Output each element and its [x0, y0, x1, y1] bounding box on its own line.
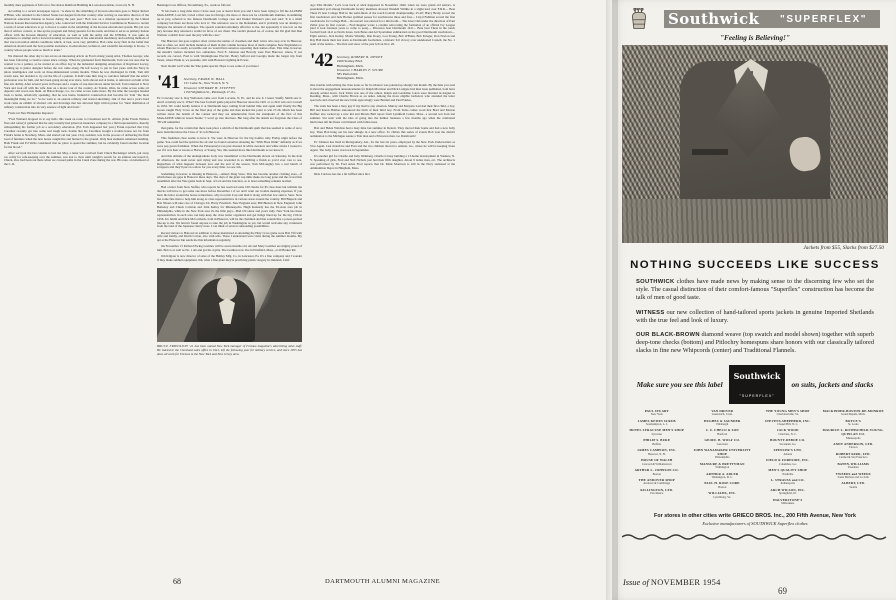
store-column — [692, 410, 754, 509]
paragraph: Had a letter from Stew Steffes, who reports he has resolved some 100 checks for $5 class dues but reminds me that he will have to get some one more before December 1 if we don't want our trouble meeting expenses. If you have his letter around the house somewhere, why not pick it up and mail it along with that low sum to Stew. Stew has some fine men to help him along as class representatives in various areas around the country. Bill Bispeck and Bob Niners will take care of Chicago; Dr. Harry Friedrich. New England area; Bill Buxton in New England; John Berkeley and Chuck Carlston and John Kelley for Minneapolis. Hugh Kennedy has the Tri-state area job in Philadelphia, while in the New York area it's the little guys—Bud O'Connor and yours truly. New York has these representatives in each area can help keep the class better organized and get things lined up for the big 15th in 1956. Ive Smith and Dick McCormack, both in Hanover, will be the chairmen and that sounds like a power-packed line-up to me. We haven't found anyone to take the job in Washington as yet, but would welcome any volunteers from the land of the Japanese cherry trees. I can think of several outstanding possibilities. — [157, 185, 302, 229]
class-officers — [184, 75, 236, 94]
wavy-rule — [622, 533, 888, 540]
left-page-columns — [4, 4, 604, 556]
store-city: Nashville — [782, 471, 794, 476]
store-name: VAN DRIVER — [711, 408, 734, 413]
store-city: New York — [650, 412, 663, 417]
store-column — [823, 410, 885, 509]
ad-paragraph-body: our new collection of hand-tailored sports jackets in genuine Imported Shetlands with the true feel and look of luxury. — [636, 308, 874, 324]
store-city: Carmel & San Francisco — [839, 455, 868, 460]
store-city: Philadelphia — [715, 455, 730, 460]
store-column — [757, 410, 819, 509]
store-name: JACK WOOD — [776, 428, 799, 433]
store-city: Concord & Williamstown — [641, 461, 672, 466]
brand-sub: "SUPERFLEX" — [780, 14, 868, 25]
secretary-address: 151 Cedar St., New York 6, N. Y. — [183, 81, 229, 86]
store-column — [626, 410, 688, 509]
store-name: MAURICE L. ROTHSCHILD-YOUNG-QUINLAN CO. — [822, 428, 884, 436]
store-city: Buffalo — [652, 441, 662, 446]
treasurer-address-2: Birmingham, Mich. — [336, 76, 364, 81]
class-heading-41 — [157, 72, 302, 95]
article-photo — [157, 268, 302, 342]
ad-photo-foreground — [622, 199, 888, 243]
store-footer-secondary: Exclusive manufacturers of SOUTHWICK Superflex clothes — [702, 520, 808, 526]
paragraph: Next month we'll write the Yale game special. Hope to see some of you there! — [161, 64, 259, 69]
store-name: MACKINDER-BOSTON-DE-MONROE — [822, 408, 884, 413]
treasurer-address: 1150 Wightman St., Pittsburgh 17, Pa. — [183, 90, 236, 95]
store-entry — [757, 499, 819, 506]
ad-masthead — [622, 6, 888, 30]
store-name: ARCH WILSON, INC. — [770, 487, 806, 492]
store-city: Seattle — [849, 485, 858, 490]
ad-paragraph-lead: SOUTHWICK — [636, 279, 675, 285]
store-city: Lynchburg, Va. — [713, 494, 732, 499]
paragraph: "It has been a long time since I have seen you or heard from you and I have been trying to fill the ALUMNI MAGAZINE. Last fall, I tried a libel case in Chicago, the more or more not be a Dartmouth alumnus, in summing up in jury, referred to the famous Dartmouth College case and Daniel Webster's plea and said: 'It is a small company but there are those who love it.' The reference was to the Defendant, and it probably was an attempt to mitigate the amount of damages. The speech sounded extremely effective to me, but apparently it was lost on the jury because they returned a verdict in favor of our client. The verdict pleased us, of course, but I'm glad that Dan Webster couldn't have seen the jury with the case." — [157, 9, 302, 37]
paragraph: Ago This Month." Let's look back at what happened in November 1940, when we were grand old seniors. A presidential poll among Dartmouth faculty members showed Wendell Willkie in a slight lead over F.D.R.... Beta Theta Pi beat College Hall in the semi-finals of the touch football championship, 25-20; Harry Brady scored the first touchdown and Jack Horner grabbed passes for touchdowns three and four.... Lloyd Fultman scored the first touchdowns for College Hall.... Roosevelt was elected for a third term.... The Glee Club under the direction of Paul Zeller gave its first concert.... Fred Regnier wrote a column advocating the formation of an official Ivy League (and it took fourteen years to come to pass).... Princeton beat Dartmouth 19-0.... Beta beat Theta in the touch football bash 14-6 as Norm Jones, Jack Bates and Art Sportsmen exhilarated on the good Dartmouth touchdown.... Eight seniors, Jack Keiley, Monte Winship, Dan Doery, Lou Young, Bob O'Brien, Bob Krieger, Don Norton and Ray Hall made their last starts as Dartmouth footballers, a historic 9-0 victory over undefeated Cornell, the No. 1 team of the nation.... The first real snow of the year fell on Nov. 26. — [310, 3, 455, 47]
store-city: Pasadena — [847, 465, 859, 470]
paragraph: From our New Hampshire Reporter: — [8, 111, 54, 116]
store-entry — [823, 420, 885, 427]
ad-paragraph — [636, 331, 874, 356]
store-city: Boston — [718, 485, 727, 490]
treasurer-name: STEWART H. STUFFEY — [198, 85, 236, 90]
store-entry — [823, 482, 885, 489]
store-city: Syracuse — [651, 432, 662, 436]
paragraph: Something, however, is missing in Hanover,—Allen's Drug Store. This has become another clothing store—if which there are gaps in Hanover these days. The days of the giant cup milk shake are long gone and the crowd that assembled after the Yale game back in Sept. of Leb and the Junction, so at least something remains normal. — [157, 171, 302, 184]
store-name: JOHN WANAMAKER UNIVERSITY SHOP — [693, 448, 751, 456]
store-name: L. STRAUSS and CO. — [770, 477, 805, 482]
store-entry — [692, 463, 754, 470]
store-list — [626, 410, 884, 509]
store-entry — [626, 459, 688, 466]
paragraph: The stork has been a busy guy if my mail is any criterion. Murray and Marjorie Latt had their first child, a boy. Bill and Karen Holmes announced the birth of their third boy. From Tulsa comes word that Brad and Marion Ruffner also racked up a new kid and Mersia Bull report from Lynnfield Center, Mass., a second son born last summer. Sid went with the idea of going into the lumber business a few months ago when the celebrated hurricanes left his finest card littered with fallen trees. — [310, 104, 455, 125]
store-name: HOTEL SYRACUSE MEN'S SHOP — [629, 428, 684, 433]
store-entry — [626, 410, 688, 417]
photo-caption — [157, 344, 302, 356]
store-name: BATEN-WILLIAMS — [837, 461, 870, 466]
class-heading-42 — [310, 49, 455, 81]
store-city: Minneapolis — [846, 435, 861, 440]
store-city: Hartford — [717, 432, 728, 436]
label-line-right: on suits, jackets and slacks — [791, 379, 874, 389]
store-entry — [757, 439, 819, 446]
store-city: Columbus, Ga. — [779, 461, 797, 466]
paragraph: that game, for the certain that there took place a rebirth of the Dartmouth spirit that has seemed to some of us to have dwindled since the Class of '41 left Hanover. — [157, 125, 302, 134]
store-name: SPENCER'S LTD. — [773, 448, 802, 453]
paragraph: Dick Cardoso has me a bit baffled since his l — [314, 171, 371, 176]
store-name: HOUSE OF WALSH — [641, 458, 673, 463]
ad-model-pocket — [692, 149, 728, 155]
store-entry — [757, 420, 819, 427]
store-entry — [823, 429, 885, 439]
store-entry — [757, 410, 819, 417]
store-name: BOUNTY-DEBOE CO. — [770, 438, 806, 443]
store-name: JAMES CAMPION, INC. — [637, 448, 677, 453]
paragraph: Jim Kilgour is now director of sales of the Hubley Mfg. Co. in Lancaster, Pa. It's a fine company and I wonder if they make subhuli equipment, tbh, what a fine plant they're practicing plastic surgery in Oakland, Calif. — [157, 254, 302, 263]
store-entry — [626, 469, 688, 476]
store-city: Wilmington — [715, 465, 730, 470]
store-entry — [626, 429, 688, 436]
store-entry — [692, 492, 754, 499]
label-brand-name: Southwick — [733, 370, 781, 381]
issue-date: NOVEMBER 1954 — [650, 578, 721, 587]
page-number-left: 68 — [173, 577, 181, 586]
paragraph: According to a recent newspaper report, "A share in the rebuilding of Korean education goes to Major Robert O'Brien, who returned to the United States last August from that country after serving as executive director of the American education mission in Korea during the past year." Bob was on a mission sponsored by the United Nations Korean Reconstruction Agency, who contracted with the Unitarian Service Committee in Boston to recruit a team of seven educators to go to Korea to assist in the rebuilding of the Korean educational system. His job was that of advisor contact, to line up the program and living quarters for the team, and then to serve as primary liaison officer with the Korean ministry of education, as well as with the Army and the UNKRA. It was quite an experience to attempt such a forward-looking reconstruction of the educational machinery and teaching methods of that war-torn nation amidst conditions which, at best, were very primitive. Bob came away firm in the belief that American should send the best possible assistance, in educational, technical, and scientific knowledge to Korea, "a country whose people want so much to learn." — [4, 9, 149, 53]
store-name: HALVERSTONE'S — [773, 497, 803, 502]
secretary-role: Secretary, — [183, 77, 198, 82]
page-gutter — [606, 0, 618, 600]
store-name: ARTHUR A. ADLER — [706, 471, 739, 476]
paragraph: One trouble with writing the class notes so far in advance was pointed up sharply last month. By the time you read it about the engagement announcements for Ralph Morrison and Dick Ludgate had then been published, both have already settled down. Jack Tobin was one of the others. Ralph and Geraldine Caren were married in August in Reading, Mass., with Charlie Brown as an usher. Among the more eligible bachelors who attended the latter spectacle and observed the new bride approvingly were Bartlett and Paul Fairies. — [310, 82, 455, 103]
store-entry — [692, 410, 754, 417]
secretary-name: ROBERT B. DEWEY — [351, 54, 383, 59]
ad-paragraph-body: diamond weave (top swatch and model shown) together with superb deep-tone checks (bottom) and Pitlochry homespuns share honors with our classically tailored slacks in fine new Whipcords (center) and Traditional Flannels. — [636, 331, 874, 355]
store-footer: For stores in other cities write GRIECO BROS. Inc., 200 Fifth Avenue, New York — [654, 512, 856, 519]
store-city: Indianapolis — [780, 481, 795, 486]
store-city: Chapel Hill, N. C. — [777, 422, 799, 427]
secretary-name: FRANK W. HALL — [198, 77, 225, 82]
store-name: ROBERT KIRK, LTD. — [835, 451, 871, 456]
ad-price-caption: Jackets from $55, Slacks from $27.50 — [803, 245, 884, 251]
paragraph: It's another girl for Charlie and Judy Weinberg. Charlie is busy building a 13-home development in Yonkers, N. Y. Speaking of girls, Fred and Nell Nichols just had their fifth daughter. About 9 ladies man, etc. The architects was performed by Dr. Fred Arten Fred reports that Dr. Mark Morrison is still in the Navy stationed at the Ammunition Depot in Hingham, Mass. — [310, 154, 455, 170]
paragraph: "Fred Wieland dropped in to say hello this week en route to Claremont and St. Albans (John Fonda Wallace fires and center) I gathered that he only recently had joined an insurance company in a field representative, thereby relinquishing his former job as a secondary education. (Ed. Tom happened last year.) Frank reported that Clay Caraduer recently got into some real tough luck. Seems that the Carolinas bought a trouble house not far from Frank's home at Newbury, Mass. and started out last year. Clay, resident, was in the process of delivering the final load of furniture when the new house caught fire and burned to the ground. Only heat elements remained standing. Both Frank and Ed Wells considered that no place to spend the summer, but he evidently found another location for his brood." — [4, 117, 149, 149]
store-name: JAMES KEWIN SCRUB — [637, 418, 676, 423]
class-year: '42 — [310, 49, 333, 71]
store-city: Charlottesville, Va. — [776, 412, 799, 417]
store-name: ALBERT, LTD. — [841, 481, 866, 486]
store-city: Boston — [652, 471, 661, 476]
secretary-address-1: 1969 Stanley Blvd. — [336, 59, 363, 64]
ad-headline: NOTHING SUCCEEDS LIKE SUCCESS — [630, 259, 880, 271]
store-entry — [823, 443, 885, 450]
golf-bag-icon — [624, 8, 654, 30]
store-name: FIELD & FORESIDE, INC. — [766, 458, 810, 463]
store-name: MEN'S QUALITY SHOP — [768, 467, 808, 472]
store-city: Andover & Cambridge — [643, 481, 671, 486]
issue-prefix: Issue of — [623, 578, 651, 587]
store-city: Hanover, N. H. — [647, 451, 666, 456]
store-entry — [757, 469, 819, 476]
store-city: Washington, D. C. — [711, 475, 733, 480]
photo-caption-name: BRUCE FRIEDLICH '41 — [157, 344, 194, 349]
store-entry — [626, 449, 688, 456]
class-year: '41 — [157, 72, 180, 94]
store-name: ANDY ANDERSON, LTD. — [833, 441, 874, 446]
paragraph: This freshman class seems to have it. We were in Hanover for the big bonfire rally Friday night before the game. You could feel the spirit in the air and we found ourselves shouting the "With Hose Wahn" defiantly as if we were pep green freshmen. When the Palaeopteryx ran past dressed in white sweaters and white slacks I looked to see if it was Ken or Green or Harvey or Young. Yes, this seemed more like Dartmouth as we know it. — [157, 135, 302, 152]
column-3 — [310, 4, 455, 556]
store-city: Tucson — [849, 445, 858, 450]
photo-caption-text: has been named New York manager of Fortune magazine's advertising sales staff. He started in the Cleveland sales office in 1941, left the following year for military service, and since 1955 has done all work for Fortune in the New York and New Jersey area. — [157, 344, 302, 357]
store-entry — [823, 453, 885, 460]
class-officers — [337, 53, 384, 81]
store-city: Southampton, L. I. — [645, 422, 668, 427]
paragraph: Bob and Helen Waldron had a busy time last summer in Detroit. They moved their home and had a new baby boy. Then Bob hung out his new shingle in a new office. To climax this series of events Bob won the district nomination to the Michigan senate a Yale man and a Princeton man. Go Dartmouth! — [310, 126, 455, 138]
secretary-role: Secretary, — [336, 54, 351, 59]
secretary-address-2: Birmingham, Mich. — [336, 63, 364, 68]
store-name: HUGHES & SAUNDER — [704, 418, 741, 423]
store-name: PAUL STUART — [644, 408, 669, 413]
treasurer-role: Treasurer, — [336, 67, 351, 72]
store-entry — [757, 489, 819, 496]
store-entry — [757, 449, 819, 456]
ad-paragraph — [636, 278, 874, 303]
store-entry — [823, 410, 885, 417]
paragraph: Bensinger Law Offices, Stroudsburg, Pa., reads as follows: — [157, 3, 232, 7]
store-entry — [692, 449, 754, 459]
store-name: C. F. CHECO & SON — [705, 428, 739, 433]
store-entry — [757, 459, 819, 466]
advertisement — [622, 6, 888, 562]
store-entry — [823, 473, 885, 480]
paragraph: Recent visitors to Hanover in addition to those mentioned as attending the Holy Cross game were Bob Tift with wife and family, and Dutch Cotton, also with wife. These I understand were visits during the summer months. My apt at the Hanover Inn sends me this information regularly. — [157, 230, 302, 243]
label-line-left: Make sure you see this label — [636, 379, 723, 389]
store-entry — [692, 420, 754, 427]
store-entry — [626, 479, 688, 486]
brand-name: Southwick — [668, 10, 760, 28]
ad-label-line — [622, 365, 888, 404]
store-city: Atlanta — [783, 451, 792, 456]
store-entry — [692, 473, 754, 480]
store-city: Lancaster — [716, 441, 728, 446]
ad-tagline: "Feeling is Believing!" — [720, 34, 790, 42]
store-entry — [757, 429, 819, 436]
paragraph: Ev Johnson has lived in Montgomery, Ala., for the last six years, employed by the New York Underwriters as Vice Agent. Last month he and Fran and the two children moved to Atlanta, Ga., where he will be keeping Stout Agent. The baby Laura was born in September. — [310, 140, 455, 152]
store-city: Savannah, Ga. — [779, 441, 797, 446]
store-entry — [626, 420, 688, 427]
store-city: St. Louis — [848, 422, 859, 427]
store-city: Pittsburgh — [716, 422, 729, 427]
column-1 — [4, 4, 149, 556]
paragraph: We chanced the other day to run across an interesting article on Foru's rising young artist, Thomas George, who has been following a creative career since college. When he graduated from Dartmouth, Tom was not sure that he wanted to be a painter, so he started as an office boy in the industrial designing enterprises of Raymond Loewy, working up to junior designer before the war came along. He left Loewy to put in four years with the Navy in photo intelligence and work on three-dimensional terrain models. When he was discharged in 1946, Tom still wasn't sure, but decided to try out the life of a painter. It didn't take him long to convince himself that the artist's profession was for him, and he's been going strong ever since, both abroad and at home, to universal acclaim of his fine arts ability. After several years in Europe and a couple of one-man shows under his belt, Tom returned to New York and took off with his wife Jean on a motor tour of the country. At Toledo, Ohio, he came across some oil deposits and wood-cuts them. At Baton Rouge, La., he came across some more. By the time the Georges headed back to home, artistically speaking, that he was home. Industrial construction had become for Tom "the most meaningful thing we do." So he went to an eastern refinery and started sketching. Out of that and a year's hard work came an exhibit of abstract oils and drawings that has attracted high critical praise for "their distillation of refinery construction into its very essence of light and form." — [4, 54, 149, 110]
store-entry — [626, 489, 688, 496]
paragraph: The Hanover fan goes register often carries the names of classmen and their wives who stop over in Hanover. Just as often, we don't include mention of them in this column because most of them comprise New Englanders to whom Hanover is easily accessible and we would find ourselves repeating their names often. This time, however, the month's visitors included two outlanders. Fred E. Johnson and Beverly were East Hanover, where, if our records are correct, Fred is with Westinghouse Electric. Henry Safford and Georgia made the longer trip from Texas, where Hank is, we presume, still with Houston Lighting & Power. — [157, 38, 302, 63]
store-name: MANSURE & PRETTYMAN — [699, 461, 745, 466]
store-entry — [626, 439, 688, 446]
store-city: Charlotte, N. C. — [778, 432, 797, 436]
label-brand-sub: "SUPERFLEX" — [739, 393, 775, 398]
store-name: ARTHUR L. JOHNSON CO. — [634, 467, 679, 472]
column-2 — [157, 4, 302, 556]
issue-line — [623, 578, 721, 587]
store-entry — [823, 463, 885, 470]
store-city: Providence — [650, 491, 664, 496]
store-city: Milwaukee — [781, 501, 795, 506]
store-name: WILLIAMS, INC. — [708, 491, 737, 496]
store-name: PAUL H. ROSE CORP. — [704, 481, 741, 486]
store-name: GEOFF. B. WOLF CO. — [704, 438, 741, 443]
store-name: STEVENS-SHEPHERD, INC. — [764, 418, 811, 423]
store-entry — [692, 482, 754, 489]
treasurer-name: CHARLES F. STURE — [351, 67, 384, 72]
store-city: Springfield, Ill. — [778, 491, 797, 496]
paragraph: monthly dues payments of $10 on to five shares Rumford Building & Loan Association, Concord, N. H. — [4, 3, 135, 7]
treasurer-role: Treasurer, — [183, 85, 198, 90]
ad-photo — [622, 45, 888, 243]
treasurer-address-1: 585 Puritan Rd. — [336, 72, 359, 77]
paragraph: Ex Crowsley saw it. Ray Welbourn came over from Laconia, N. H., and he saw it. I knew Snuffy Smith saw it. And I certainly saw it. What? The best football game played in Hanover since the 1921 or so 29-0 win over Cornell in 1934. We could hardly believe it at Dartmouth kept coming from behind time and again until finally the Big Green caught Holy Cross on the final play of the game and then kicked the point to win 27-26. Much has been written about the details of the contest and they are unbelievable from the standpoint of the first of this MAGAZINE while in Green Teams." I won't go into that here. But long after the details are forgotten the Class of '38 will remember — [157, 96, 303, 124]
photo-subject-face — [217, 276, 237, 300]
store-name: THE YOUNG MEN'S SHOP — [765, 408, 810, 413]
store-name: THE ANDOVER SHOP — [638, 477, 675, 482]
store-entry — [757, 479, 819, 486]
store-name: KILLINGTON, LTD. — [640, 487, 674, 492]
store-city: Grand Rapids, Mich. — [841, 412, 866, 417]
store-name: BOYCE'S — [845, 418, 861, 423]
ad-paragraph — [636, 309, 874, 325]
ad-paragraph-lead: WITNESS — [636, 309, 665, 316]
ad-paragraph-body: clothes have made news by making sense to the discerning few who set the style. The casual distinction of their comfort-famous "Superflex" construction has become the talk of men of good taste. — [636, 278, 874, 302]
brand-label-swatch — [729, 365, 786, 404]
store-entry — [692, 429, 754, 436]
magazine-title-footer: DARTMOUTH ALUMNI MAGAZINE — [325, 578, 440, 585]
store-entry — [692, 439, 754, 446]
paragraph: On November 15 Richard Ewing Gombes will be seven months old. Ab and Mary Gombes are mighty proud of him. Bob is as well as No. 1 Ab and got his 4 girls. The Gombes now live in Pittsfield, Mass., at 20 Barker Rd. — [157, 244, 302, 253]
store-name: PHILIP S. BUKE — [643, 438, 671, 443]
store-city: Greenwich, Conn. — [711, 412, 733, 417]
store-city: Santa Barbara and La Jolla — [837, 475, 869, 480]
paragraph: After we'd put the last column to bed last May, a letter was received from Chuck Bernsinger which, put away too softly for safe-keeping over the summer, was lost to view until tonight's search for an address uncovered it. Chuck, alas, had been out there when we crossed paths in the Canal Zone during the war. His note, on letterhead of the C. R. — [4, 150, 149, 167]
store-name: TWEEDS and WEEDS — [835, 471, 871, 476]
paragraph: And this attitude of the undergraduate body was transmitted to the Dartmouth eleven on Saturday. In the hole all afternoon, the team never quit trying and was rewarded in so thrilling a finish as you'd ever care to see. Regardless of what happens between now and the end of the season, Tom McLaughry has a real bunch of scrappers and they'll put on a show for you every time. Go see 'em. — [157, 153, 302, 170]
ad-paragraph-lead: OUR BLACK-BROWN — [636, 332, 700, 339]
page-number-right: 69 — [778, 586, 787, 596]
